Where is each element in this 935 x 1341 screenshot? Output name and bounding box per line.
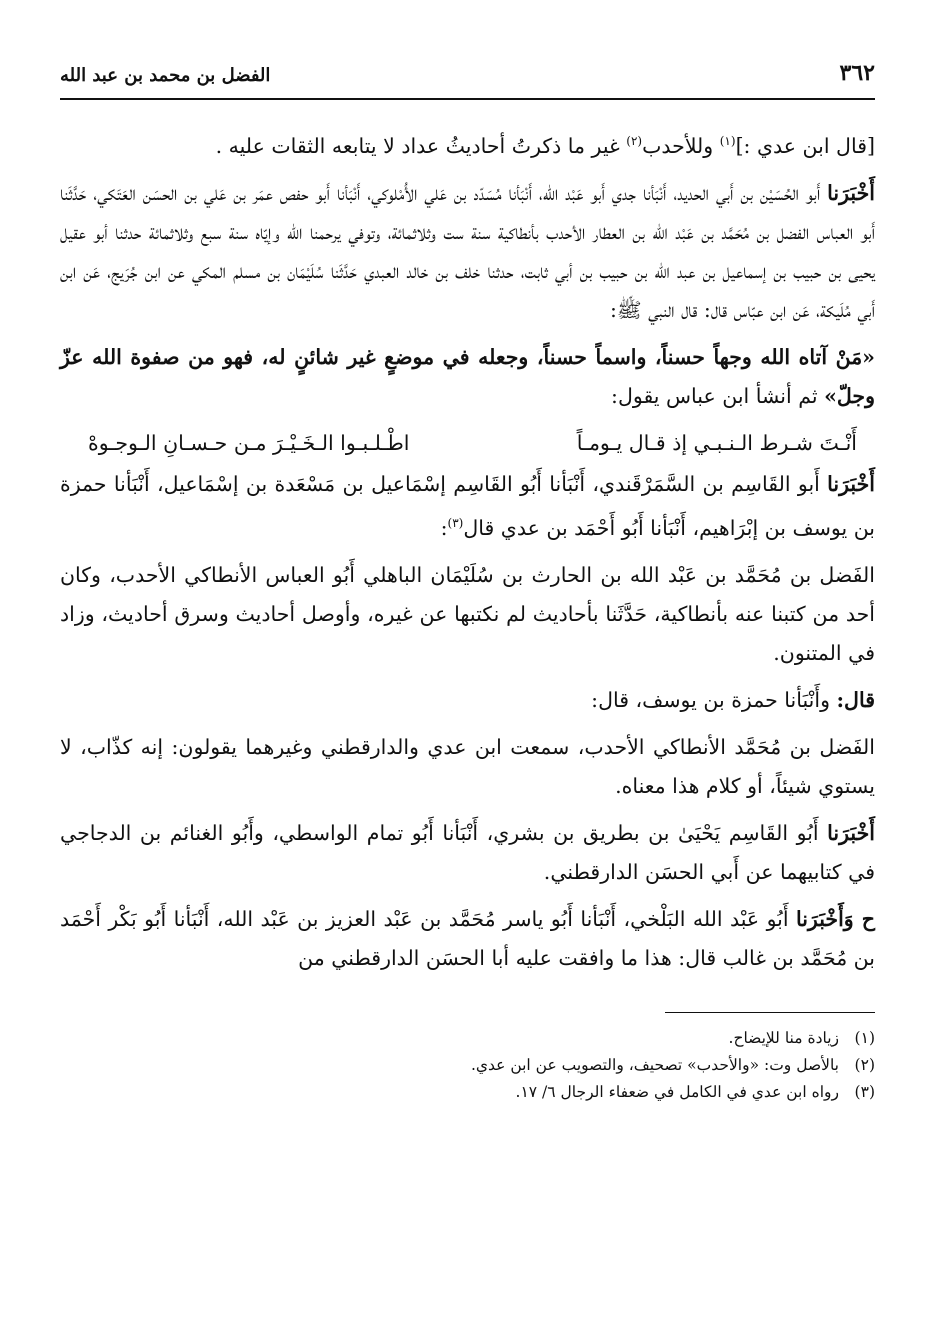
footnote-text: رواه ابن عدي في الكامل في ضعفاء الرجال ٦/ ١٧.	[515, 1082, 839, 1101]
footnote-text: بالأصل وت: «والأحدب» تصحيف، والتصويب عن ابن عدي.	[470, 1055, 839, 1074]
paragraph-7: الفَضل بن مُحَمَّد الأنطاكي الأحدب، سمعت ابن عدي والدارقطني وغيرهما يقولون: إنه كذّاب، لا يستوي شيئاً، أو كلام هذا معناه.	[60, 734, 875, 798]
poetry-verse	[60, 424, 875, 463]
header-title: الفضل بن محمد بن عبد الله	[60, 65, 271, 86]
keyword-akhbarana: أَخْبَرَنا	[827, 471, 875, 496]
footnote-number: (٣)	[854, 1082, 875, 1101]
paragraph-4	[60, 465, 875, 548]
paragraph-text: أَبُو القَاسِم يَحْيَىٰ بن بطريق بن بشري، أَنْبَأنا أَبُو تمام الواسطي، وأَبُو الغنائم بن الدجاجي في كتابيهما عن أَبي الحسَن الدارقطني.	[60, 820, 875, 884]
verse-second-hemistich: اطْـلـبـوا الـخَـيْـرَ مـن حـسـانِ الـوجـوهْ	[88, 430, 410, 455]
paragraph-5: الفَضل بن مُحَمَّد بن عَبْد الله بن الحارث بن سُلَيْمَان الباهلي أَبُو العباس الأنطاكي الأحدب، وكان أحد من كتبنا عنه بأنطاكية، حَدَّثَنا بأحاديث لم نكتبها عن غيره، وأوصل أحاديث وسرق أحاديث، وزاد في المتنون.	[60, 562, 875, 665]
text-segment: وللأحدب	[642, 133, 720, 158]
paragraph-9	[60, 900, 875, 978]
footnote-3	[60, 1079, 875, 1106]
paragraph-text: ثم أنشأ ابن عباس يقول:	[611, 383, 825, 408]
keyword-akhbarana: أَخْبَرَنا	[827, 820, 875, 845]
footnote-number: (١)	[854, 1028, 875, 1047]
verse-first-hemistich: أَنْـتَ شـرط الـنـبـي إذ قـال يـومـاً	[576, 430, 857, 455]
footnote-separator	[665, 1012, 875, 1013]
book-page	[60, 60, 875, 1106]
footnote-ref-3[interactable]: (٣)	[447, 515, 464, 530]
text-segment: غير ما ذكرتُ أحاديثُ عداد لا يتابعه الثقات عليه .	[215, 133, 627, 158]
footnotes	[60, 1025, 875, 1106]
paragraph-3	[60, 338, 875, 416]
paragraph-1	[60, 122, 875, 166]
footnote-ref-2[interactable]: (٢)	[626, 134, 643, 148]
footnote-1	[60, 1025, 875, 1052]
footnote-ref-1[interactable]: (١)	[719, 134, 736, 148]
paragraph-text: أَبُو عَبْد الله البَلْخي، أَنْبَأنا أَبُو ياسر مُحَمَّد بن عَبْد العزيز بن عَبْد الله، أَنْبَأنا أَبُو بَكْر أَحْمَد بن مُحَمَّد بن غالب قال: هذا ما وافقت عليه أبا الحسَن الدارقطني من	[60, 906, 875, 970]
footnote-2	[60, 1052, 875, 1079]
footnote-text: زيادة منا للإيضاح.	[728, 1028, 839, 1047]
paragraph-text: أَبو القَاسِم بن السَّمَرْقَندي، أَنْبَأنا أَبُو القَاسِم إسْمَاعيل بن مَسْعَدة بن إسْمَاعيل، أَنْبَأنا حمزة بن يوسف بن إبْرَاهيم، أَنْبَأنا أَبُو أَحْمَد بن عدي قال	[60, 471, 875, 540]
text-segment: [قال ابن عدي :]	[735, 133, 875, 158]
paragraph-6	[60, 681, 875, 720]
paragraph-8	[60, 814, 875, 892]
paragraph-2	[60, 174, 875, 330]
running-header	[60, 60, 875, 100]
keyword-akhbarana: أَخْبَرَنا	[827, 180, 875, 205]
footnote-number: (٢)	[854, 1055, 875, 1074]
page-number: ٣٦٢	[839, 60, 875, 86]
main-text	[60, 122, 875, 978]
keyword-wa-akhbarana: ح وَأَخْبَرَنا	[795, 906, 875, 931]
hadith-text: «مَنْ آتاه الله وجهاً حسناً، واسماً حسناً، وجعله في موضعٍ غير شائنٍ له، فهو من صفوة الله عزّ وجلّ»	[60, 344, 875, 408]
paragraph-text: وأَنْبَأنا حمزة بن يوسف، قال:	[591, 687, 837, 712]
keyword-qala: قال:	[836, 687, 875, 712]
text-segment: :	[440, 515, 448, 540]
paragraph-text: أَبو الحُسَيْن بن أَبي الحديد، أَنْبَأنا جدي أَبو عَبْد الله، أَنْبَأنا مُسَدّد بن عَلي الأُمْلوكي، أَنْبَأنا أَبو حفص عمَر بن عَلي بن الحسَن العَتَكي، حَدَّثَنا أَبو العباس الفضل بن مُحَمَّد بن عَبْد الله بن العطار الأحدب بأنطاكية سنة ست وثلاثمائة، وتوفي يرحمنا الله وإيّاه سنة سبع وثلاثمائة حدثنا أبو عقيل يحيى بن حبيب بن إسماعيل بن عبد الله بن حبيب بن أبي ثابت، حدثنا خلف بن خالد العبدي حَدَّثَنا سُلَيْمَان بن مسلم المكي عن ابن جُرَيج، عَن ابن أَبي مُلَيكة، عَن ابن عبّاس قال: قال النبي ﷺ:	[60, 180, 875, 322]
